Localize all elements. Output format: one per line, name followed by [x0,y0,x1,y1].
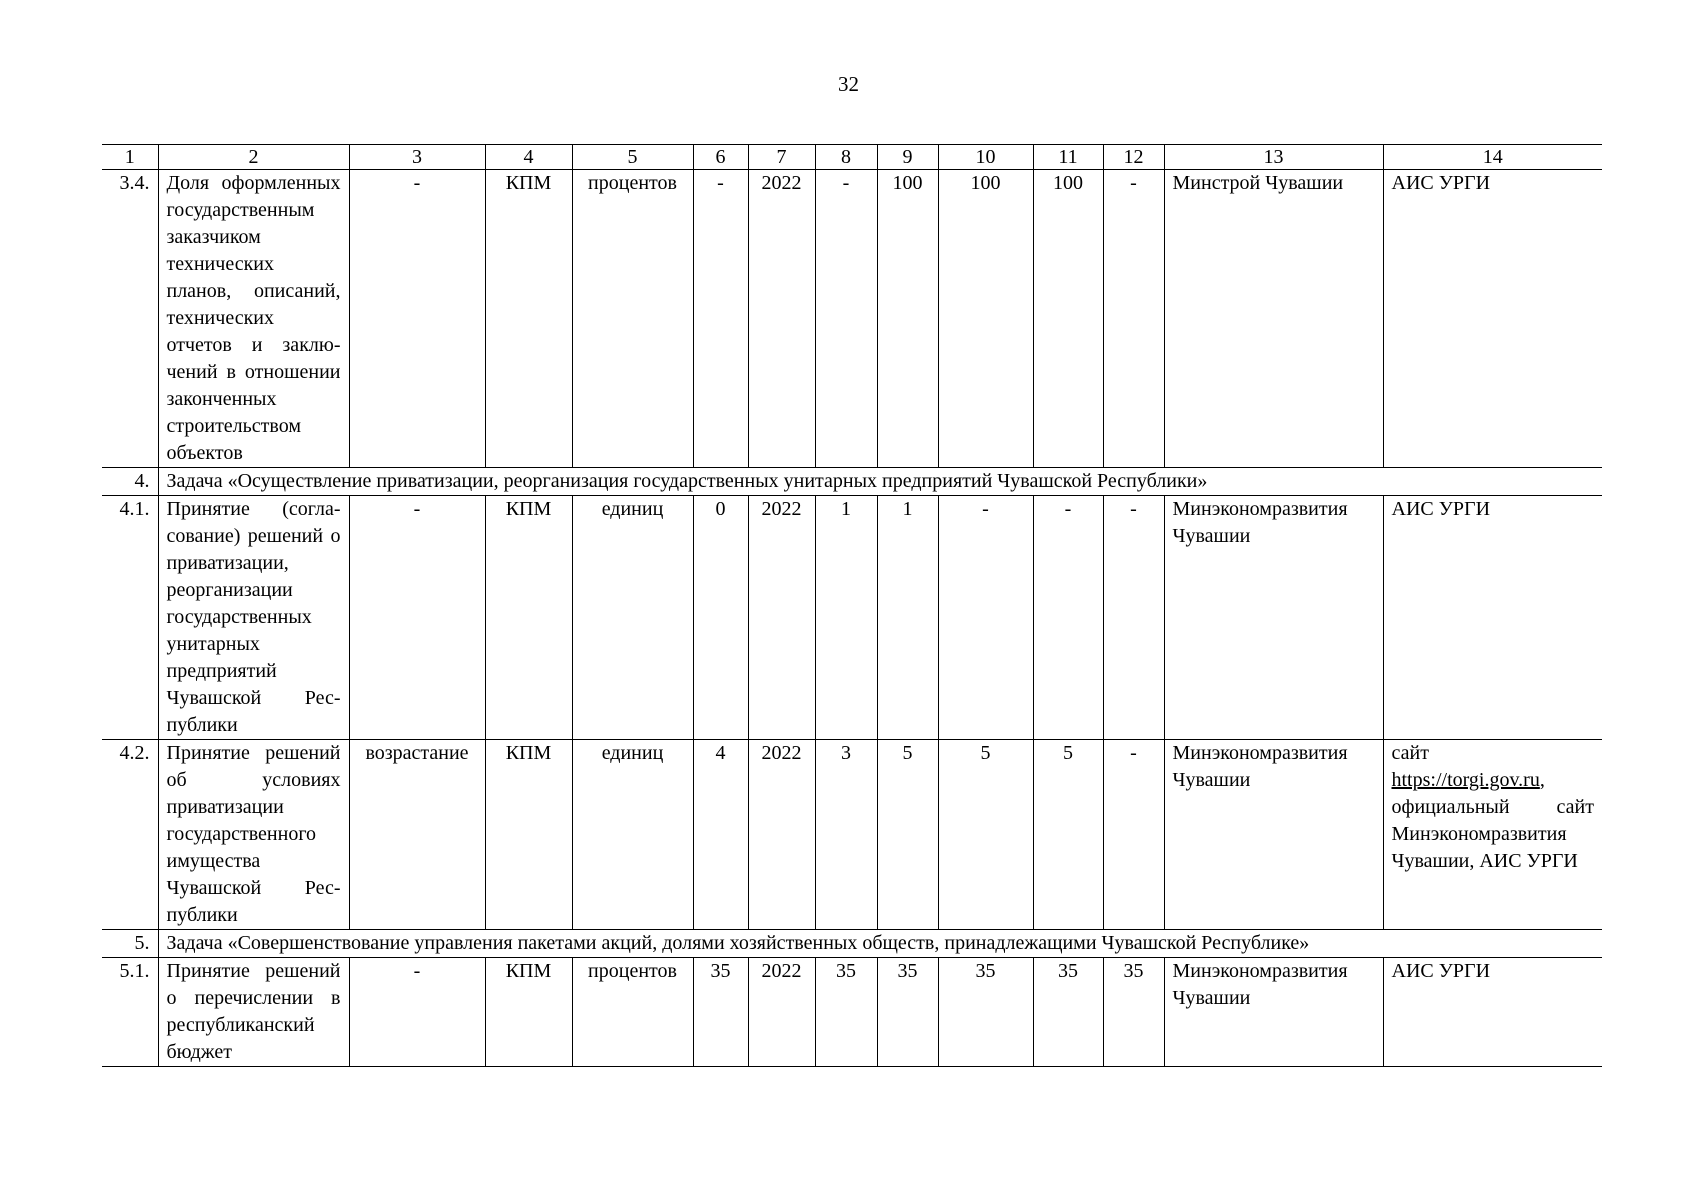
column-header: 8 [815,145,877,170]
task-row [102,930,1602,958]
task-title: Задача «Осуществление приватизации, реорганизация государственных унитарных предприятий Чувашской Республики» [158,468,1602,496]
torgi-link[interactable]: https://torgi.gov.ru [1391,769,1540,791]
table-row [102,496,1602,740]
value-cell: 35 [1103,958,1164,1067]
base-year-cell: 2022 [748,496,815,740]
column-header: 6 [693,145,748,170]
table-row [102,958,1602,1067]
source-prefix: сайт [1391,742,1429,764]
page-number: 32 [838,72,859,96]
type-cell: КПМ [485,958,572,1067]
value-cell: 35 [877,958,938,1067]
value-cell: - [815,170,877,468]
trend-cell: - [349,496,485,740]
column-header: 1 [102,145,158,170]
indicator-name: Принятие (согласование) решений о приватизации, реорганизации государственных унитарных предприятий Чувашской Республики [158,496,349,740]
indicator-name: Принятие решений о перечислении в республиканский бюджет [158,958,349,1067]
source-cell [1383,740,1602,930]
value-cell: - [1103,496,1164,740]
value-cell: 35 [938,958,1033,1067]
base-value-cell: 0 [693,496,748,740]
column-header: 9 [877,145,938,170]
column-header: 3 [349,145,485,170]
column-header: 13 [1164,145,1383,170]
type-cell: КПМ [485,496,572,740]
unit-cell: процентов [572,170,693,468]
column-header: 5 [572,145,693,170]
base-value-cell: 35 [693,958,748,1067]
base-year-cell: 2022 [748,740,815,930]
column-header: 12 [1103,145,1164,170]
unit-cell: единиц [572,740,693,930]
source-cell: АИС УРГИ [1383,170,1602,468]
value-cell: 100 [938,170,1033,468]
indicator-name: Принятие решений об условиях приватизации государственного имущества Чувашской Республики [158,740,349,930]
source-suffix: , официальный сайт Минэкономразвития Чувашии, АИС УРГИ [1391,769,1594,872]
task-title: Задача «Совершенствование управления пакетами акций, долями хозяйственных обществ, принадлежащими Чувашской Республике» [158,930,1602,958]
base-value-cell: - [693,170,748,468]
indicator-name: Доля оформленных государственным заказчиком технических планов, описаний, технических отчетов и заключений в отношении законченных строительством объектов [158,170,349,468]
column-header: 10 [938,145,1033,170]
trend-cell: возрастание [349,740,485,930]
value-cell: 100 [877,170,938,468]
value-cell: - [1103,170,1164,468]
base-year-cell: 2022 [748,958,815,1067]
value-cell: 5 [938,740,1033,930]
base-year-cell: 2022 [748,170,815,468]
type-cell: КПМ [485,170,572,468]
value-cell: 1 [815,496,877,740]
source-cell: АИС УРГИ [1383,958,1602,1067]
value-cell: 5 [877,740,938,930]
source-cell: АИС УРГИ [1383,496,1602,740]
responsible-cell: Минэкономразвития Чувашии [1164,740,1383,930]
value-cell: - [1103,740,1164,930]
type-cell: КПМ [485,740,572,930]
value-cell: - [938,496,1033,740]
column-header: 4 [485,145,572,170]
value-cell: 35 [1033,958,1103,1067]
row-number: 5.1. [102,958,158,1067]
task-row [102,468,1602,496]
row-number: 4.2. [102,740,158,930]
trend-cell: - [349,958,485,1067]
value-cell: 35 [815,958,877,1067]
row-number: 3.4. [102,170,158,468]
unit-cell: процентов [572,958,693,1067]
value-cell: 5 [1033,740,1103,930]
value-cell: - [1033,496,1103,740]
unit-cell: единиц [572,496,693,740]
value-cell: 1 [877,496,938,740]
column-header: 7 [748,145,815,170]
task-number: 4. [102,468,158,496]
value-cell: 100 [1033,170,1103,468]
responsible-cell: Минстрой Чувашии [1164,170,1383,468]
table-row [102,170,1602,468]
base-value-cell: 4 [693,740,748,930]
indicators-table [102,144,1602,1067]
task-number: 5. [102,930,158,958]
responsible-cell: Минэкономразвития Чувашии [1164,496,1383,740]
table-row [102,740,1602,930]
column-numbers-row [102,145,1602,170]
row-number: 4.1. [102,496,158,740]
trend-cell: - [349,170,485,468]
responsible-cell: Минэкономразвития Чувашии [1164,958,1383,1067]
column-header: 11 [1033,145,1103,170]
column-header: 2 [158,145,349,170]
value-cell: 3 [815,740,877,930]
column-header: 14 [1383,145,1602,170]
